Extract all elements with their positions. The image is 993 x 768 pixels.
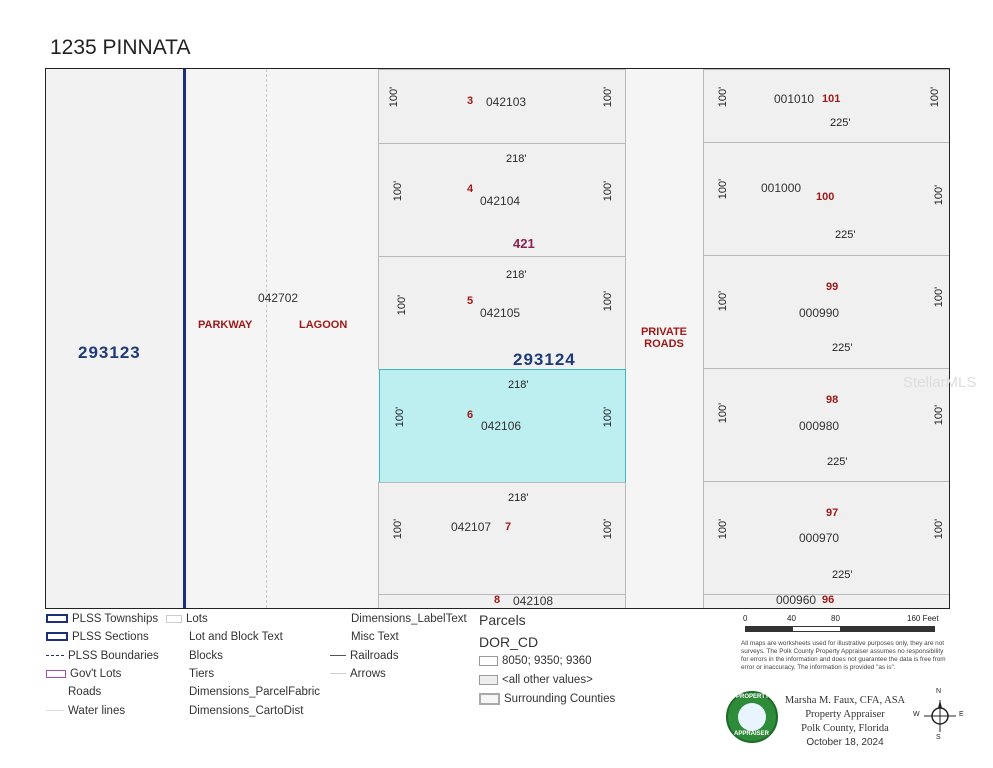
legend-item <box>351 613 467 625</box>
parcel-id: 042105 <box>480 306 521 320</box>
road-label-lagoon: LAGOON <box>299 319 348 331</box>
legend-item <box>189 668 214 680</box>
parcel-map[interactable] <box>45 68 950 609</box>
depth-dimension: 100' <box>392 518 405 540</box>
legend-label: Surrounding Counties <box>504 693 616 706</box>
legend-swatch <box>46 655 64 656</box>
lot-number: 97 <box>826 507 839 519</box>
width-dimension: 218' <box>508 379 529 391</box>
lot-number: 5 <box>467 295 474 307</box>
scale-tick-label: 80 <box>831 614 840 623</box>
depth-dimension: 100' <box>717 518 730 540</box>
legend-parcels-title: Parcels <box>479 612 526 628</box>
legend-item <box>479 674 593 686</box>
width-dimension: 218' <box>508 492 529 504</box>
depth-dimension: 100' <box>933 286 946 308</box>
seal-label: PROPERTY <box>736 694 770 700</box>
width-dimension: 225' <box>832 342 853 354</box>
legend-label: Dimensions_LabelText <box>351 613 467 625</box>
width-dimension: 225' <box>835 229 856 241</box>
depth-dimension: 100' <box>602 290 615 312</box>
width-dimension: 225' <box>827 456 848 468</box>
legend-label: Tiers <box>189 668 215 680</box>
legend-label: Blocks <box>189 650 223 662</box>
section-label-east: 293124 <box>513 350 576 369</box>
compass-rose <box>922 698 958 734</box>
road-label-parkway: PARKWAY <box>198 319 253 331</box>
width-dimension: 218' <box>506 153 527 165</box>
legend-label: Arrows <box>350 668 386 680</box>
depth-dimension: 100' <box>392 180 405 202</box>
depth-dimension: 100' <box>602 180 615 202</box>
legend-item <box>46 686 101 698</box>
lot-number: 99 <box>826 281 839 293</box>
legend-label: PLSS Townships <box>72 613 159 625</box>
legend-item <box>479 693 615 705</box>
compass-e: E <box>959 711 964 718</box>
legend-label: Lots <box>186 613 208 625</box>
legend-label: Dimensions_CartoDist <box>189 705 304 717</box>
depth-dimension: 100' <box>602 518 615 540</box>
legend-item <box>46 705 125 717</box>
scale-tick-label: 160 Feet <box>907 614 939 623</box>
parcel-id: 000960 <box>776 593 817 607</box>
arrow-swatch <box>330 673 346 674</box>
lot-number: 98 <box>826 394 839 406</box>
depth-dimension: 100' <box>933 184 946 206</box>
legend-swatch <box>166 615 182 623</box>
legend-item <box>330 668 386 680</box>
parcel-id: 001010 <box>774 92 815 106</box>
depth-dimension: 100' <box>602 86 615 108</box>
depth-dimension: 100' <box>717 402 730 424</box>
lot-number: 4 <box>467 183 474 195</box>
depth-dimension: 100' <box>717 86 730 108</box>
legend-item <box>189 631 283 643</box>
legend-swatch <box>46 632 68 641</box>
scale-tick-label: 40 <box>787 614 796 623</box>
parkway-parcel-id: 042702 <box>258 291 299 305</box>
road-centerline <box>266 69 267 608</box>
legend-item <box>189 650 223 662</box>
legend-label: Water lines <box>68 705 126 717</box>
legend-label: <all other values> <box>502 674 593 686</box>
parkway-road-area <box>188 69 378 608</box>
map-date: October 18, 2024 <box>806 737 884 748</box>
legend-label: Misc Text <box>351 631 399 643</box>
parcel-id: 000970 <box>799 531 840 545</box>
scale-bar-graphic <box>745 626 935 632</box>
legend-dor-title: DOR_CD <box>479 634 539 650</box>
parcel-id: 042106 <box>481 419 522 433</box>
compass-s: S <box>936 734 941 741</box>
width-dimension: 225' <box>830 117 851 129</box>
legend-swatch <box>479 656 498 666</box>
legend-label: Lot and Block Text <box>189 631 283 643</box>
parcel-id: 001000 <box>761 181 802 195</box>
legend-swatch <box>479 693 500 705</box>
watermark: StellarMLS <box>903 374 977 391</box>
map-title: 1235 PINNATA <box>50 36 191 59</box>
parcel-lot-101[interactable] <box>703 69 950 143</box>
legend-item <box>166 613 208 625</box>
appraiser-name: Marsha M. Faux, CFA, ASA <box>784 695 906 706</box>
lot-number: 6 <box>467 409 474 421</box>
legend-item <box>189 686 320 698</box>
depth-dimension: 100' <box>602 406 615 428</box>
legend-item <box>330 650 399 662</box>
parcel-id: 042103 <box>486 95 527 109</box>
legend-item <box>479 655 592 667</box>
lot-number: 96 <box>822 594 835 606</box>
depth-dimension: 100' <box>933 404 946 426</box>
parcel-id: 000990 <box>799 306 840 320</box>
legend-swatch <box>46 614 68 623</box>
legend-item <box>46 631 149 643</box>
legend-label: PLSS Sections <box>72 631 149 643</box>
legend-item <box>46 650 159 662</box>
lot-number: 8 <box>494 594 501 606</box>
legend-item <box>189 705 303 717</box>
legend-label: PLSS Boundaries <box>68 650 159 662</box>
compass-w: W <box>913 711 920 718</box>
seal-inner <box>738 703 766 731</box>
width-dimension: 218' <box>506 269 527 281</box>
parcel-id: 042104 <box>480 194 521 208</box>
disclaimer: All maps are worksheets used for illustrative purposes only, they are not surveys. The Polk County Property Appraiser assumes no responsibility for errors in the information and does not guarantee the data is free from error or inaccuracy. The information is provided "as is". <box>741 640 946 671</box>
section-label-west: 293123 <box>78 343 141 362</box>
width-dimension: 225' <box>832 569 853 581</box>
township-boundary-line <box>183 69 186 608</box>
legend-item <box>46 613 158 625</box>
appraiser-role: Property Appraiser <box>805 709 885 720</box>
depth-dimension: 100' <box>394 406 407 428</box>
lot-number: 7 <box>505 521 512 533</box>
parcel-id: 000980 <box>799 419 840 433</box>
scale-tick-label: 0 <box>743 614 748 623</box>
lot-number: 101 <box>822 93 841 105</box>
appraiser-county: Polk County, Florida <box>801 723 889 734</box>
depth-dimension: 100' <box>388 86 401 108</box>
seal-label: APPRAISER <box>734 731 770 737</box>
north-arrow-icon <box>913 688 964 741</box>
lot-number: 100 <box>816 191 835 203</box>
parcel-lot-7[interactable] <box>378 482 626 595</box>
depth-dimension: 100' <box>717 178 730 200</box>
legend-swatch <box>479 675 498 685</box>
scale-bar <box>743 614 943 638</box>
compass-n: N <box>936 688 942 695</box>
legend-label: 8050; 9350; 9360 <box>502 655 592 667</box>
legend-label: Gov't Lots <box>70 668 122 680</box>
depth-dimension: 100' <box>929 86 942 108</box>
legend-item <box>46 668 121 680</box>
depth-dimension: 100' <box>717 290 730 312</box>
lot-number: 3 <box>467 95 474 107</box>
legend-label: Dimensions_ParcelFabric <box>189 686 321 698</box>
depth-dimension: 100' <box>933 518 946 540</box>
parcel-id: 042107 <box>451 520 492 534</box>
legend-label: Roads <box>68 686 102 698</box>
parcel-id: 042108 <box>513 594 554 608</box>
appraiser-info <box>770 694 920 750</box>
block-label: 421 <box>513 236 535 251</box>
depth-dimension: 100' <box>396 294 409 316</box>
legend-swatch <box>46 670 66 678</box>
legend-item <box>351 631 399 643</box>
railroad-swatch <box>330 655 346 656</box>
road-label-private: PRIVATE ROADS <box>640 326 688 350</box>
parcel-lot-8[interactable] <box>378 594 626 609</box>
legend-label: Railroads <box>350 650 399 662</box>
legend-swatch <box>46 710 64 711</box>
